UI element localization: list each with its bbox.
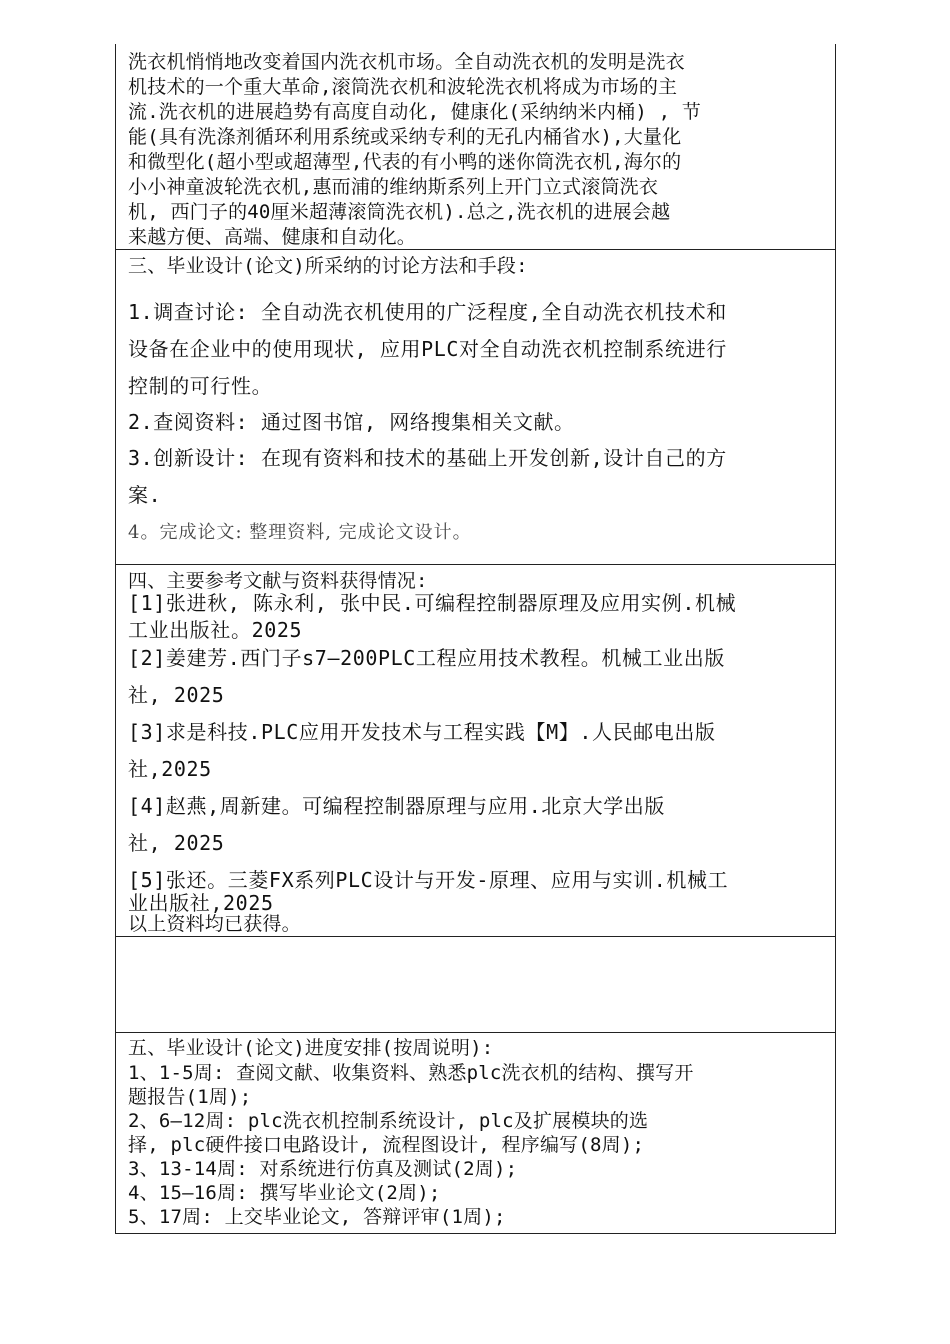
reference-line: 社,2025 xyxy=(128,757,212,781)
background-line: 机技术的一个重大革命,滚筒洗衣机和波轮洗衣机将成为市场的主 xyxy=(128,76,678,98)
reference-line: [1]张进秋, 陈永利, 张中民.可编程控制器原理及应用实例.机械 xyxy=(128,591,737,615)
schedule-line: 2、6—12周: plc洗衣机控制系统设计, plc及扩展模块的选 xyxy=(128,1110,649,1132)
methods-cell xyxy=(116,250,835,564)
reference-line: 社, 2025 xyxy=(128,831,225,855)
schedule-line: 1、1-5周: 查阅文献、收集资料、熟悉plc洗衣机的结构、撰写开 xyxy=(128,1062,694,1084)
schedule-line: 3、13-14周: 对系统进行仿真及测试(2周); xyxy=(128,1158,518,1180)
method-item-1: 设备在企业中的使用现状, 应用PLC对全自动洗衣机控制系统进行 xyxy=(128,337,727,361)
schedule-line: 题报告(1周); xyxy=(128,1086,252,1108)
schedule-cell xyxy=(116,1033,835,1233)
schedule-line: 5、17周: 上交毕业论文, 答辩评审(1周); xyxy=(128,1206,506,1228)
reference-line: [3]求是科技.PLC应用开发技术与工程实践【M】.人民邮电出版 xyxy=(128,720,716,744)
methods-heading: 三、毕业设计(论文)所采纳的讨论方法和手段: xyxy=(128,255,528,277)
references-cell xyxy=(116,565,835,935)
background-line: 流.洗衣机的进展趋势有高度自动化, 健康化(采纳纳米内桶) , 节 xyxy=(128,101,702,123)
method-item-3: 案. xyxy=(128,483,162,507)
empty-cell xyxy=(116,937,835,1032)
method-item-3: 3.创新设计: 在现有资料和技术的基础上开发创新,设计自己的方 xyxy=(128,446,727,470)
background-line: 和微型化(超小型或超薄型,代表的有小鸭的迷你筒洗衣机,海尔的 xyxy=(128,151,682,173)
background-line: 能(具有洗涤剂循环利用系统或采纳专利的无孔内桶省水),大量化 xyxy=(128,126,682,148)
background-text-cell xyxy=(116,44,835,248)
proposal-form-table xyxy=(115,44,836,1234)
reference-line: 业出版社,2025 xyxy=(128,891,274,915)
method-item-1: 1.调查讨论: 全自动洗衣机使用的广泛程度,全自动洗衣机技术和 xyxy=(128,300,727,324)
schedule-heading: 五、毕业设计(论文)进度安排(按周说明): xyxy=(128,1037,494,1059)
schedule-line: 4、15—16周: 撰写毕业论文(2周); xyxy=(128,1182,441,1204)
reference-line: 工业出版社。2025 xyxy=(128,618,303,642)
references-status: 以上资料均已获得。 xyxy=(128,913,301,935)
background-line: 机, 西门子的40厘米超薄滚筒洗衣机).总之,洗衣机的进展会越 xyxy=(128,201,671,223)
background-line: 洗衣机悄悄地改变着国内洗衣机市场。全自动洗衣机的发明是洗衣 xyxy=(128,51,685,73)
reference-line: [2]姜建芳.西门子s7—200PLC工程应用技术教程。机械工业出版 xyxy=(128,646,725,670)
schedule-line: 择, plc硬件接口电路设计, 流程图设计, 程序编写(8周); xyxy=(128,1134,645,1156)
references-heading: 四、主要参考文献与资料获得情况: xyxy=(128,570,428,592)
reference-line: [5]张还。三菱FX系列PLC设计与开发-原理、应用与实训.机械工 xyxy=(128,868,729,892)
background-line: 来越方便、高端、健康和自动化。 xyxy=(128,226,417,248)
method-item-4: 4。完成论文: 整理资料, 完成论文设计。 xyxy=(128,522,472,543)
reference-line: 社, 2025 xyxy=(128,683,225,707)
background-line: 小小神童波轮洗衣机,惠而浦的维纳斯系列上开门立式滚筒洗衣 xyxy=(128,176,659,198)
reference-line: [4]赵燕,周新建。可编程控制器原理与应用.北京大学出版 xyxy=(128,794,666,818)
method-item-2: 2.查阅资料: 通过图书馆, 网络搜集相关文献。 xyxy=(128,410,575,434)
method-item-1: 控制的可行性。 xyxy=(128,374,273,398)
